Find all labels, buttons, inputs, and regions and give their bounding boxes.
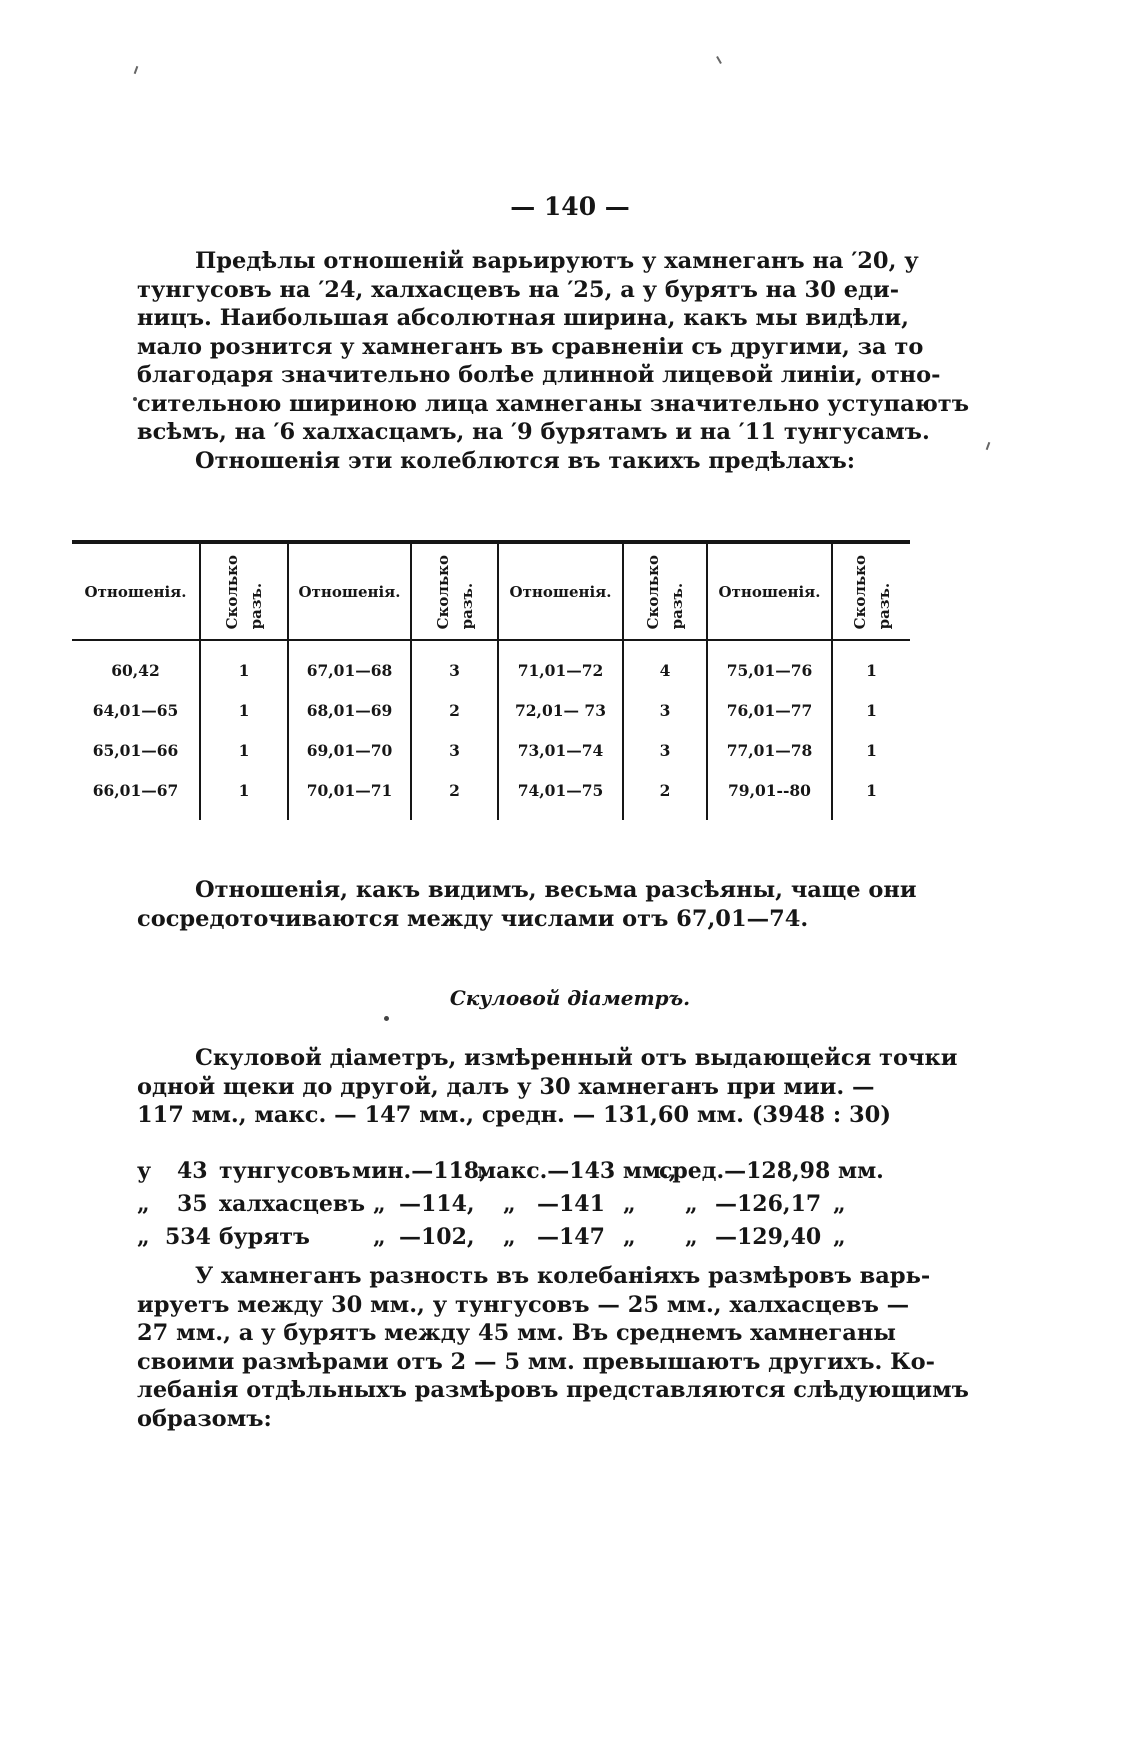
cell-count: 1 [238, 741, 250, 760]
cell-ratio: 72,01— 73 [514, 701, 606, 720]
cell-count: 3 [449, 741, 460, 760]
stats-min: —102, [399, 1224, 475, 1250]
stats-group: тунгусовъ [219, 1158, 351, 1184]
text-line: Отношенія эти колеблются въ такихъ предѣлахъ: [195, 447, 856, 474]
header-ratio: Отношенія. [718, 582, 821, 601]
cell-ratio: 68,01—69 [306, 701, 393, 720]
ditto-mark: „ [373, 1191, 386, 1217]
header-count-line1: Сколько [850, 554, 869, 630]
table-header-rule [72, 639, 910, 641]
cell-count: 2 [659, 781, 671, 800]
text-line: образомъ: [137, 1405, 272, 1432]
stats-min: —114, [399, 1191, 475, 1217]
header-count-line2: разъ. [457, 582, 476, 630]
stats-count: 534 [165, 1224, 211, 1250]
stats-max: —147 [537, 1224, 605, 1250]
cell-count: 1 [866, 661, 877, 680]
ditto-mark: „ [685, 1224, 698, 1250]
ditto-mark: „ [503, 1224, 516, 1250]
stats-max: —141 [537, 1191, 605, 1217]
cell-ratio: 66,01—67 [92, 781, 179, 800]
stats-min: мин.—118, [352, 1158, 487, 1184]
cell-ratio: 75,01—76 [726, 661, 813, 680]
paragraph-ratio-summary [137, 876, 917, 933]
text-line: Предѣлы отношеній варьируютъ у хамнеганъ на ′20, у [195, 248, 919, 274]
stats-avg: —126,17 [715, 1191, 822, 1217]
paragraph-ratio-limits [137, 247, 969, 475]
page-number: — 140 — [510, 192, 630, 221]
stats-row-khalkha [137, 1188, 857, 1220]
stats-prefix: „ [137, 1191, 150, 1217]
cell-count: 1 [238, 701, 250, 720]
header-count [412, 550, 497, 634]
cell-ratio: 73,01—74 [517, 741, 604, 760]
cell-count: 1 [866, 781, 877, 800]
ditto-mark: „ [833, 1224, 846, 1250]
text-line: тунгусовъ на ′24, халхасцевъ на ′25, а у бурятъ на 30 еди- [137, 276, 900, 303]
cell-ratio: 65,01—66 [92, 741, 179, 760]
cell-ratio: 64,01—65 [92, 701, 179, 720]
header-count [201, 550, 287, 634]
stats-count: 35 [177, 1191, 208, 1217]
text-line: Отношенія, какъ видимъ, весьма разсѣяны, чаще они [195, 877, 917, 903]
text-line: своими размѣрами отъ 2 — 5 мм. превышаютъ другихъ. Ко- [137, 1348, 935, 1375]
stats-avg: сред.—128,98 мм. [659, 1158, 884, 1184]
paragraph-zygomatic-diameter [137, 1044, 958, 1130]
text-line: лебанія отдѣльныхъ размѣровъ представляются слѣдующимъ [137, 1377, 969, 1403]
cell-ratio: 74,01—75 [517, 781, 604, 800]
stats-row-buryat [137, 1221, 857, 1253]
cell-ratio: 71,01—72 [517, 661, 604, 680]
stats-avg: —129,40 [715, 1224, 822, 1250]
header-count [833, 550, 910, 634]
cell-count: 1 [866, 741, 877, 760]
cell-count: 3 [659, 701, 671, 720]
cell-count: 1 [238, 781, 250, 800]
cell-ratio: 60,42 [111, 661, 160, 680]
scan-speck [384, 1016, 389, 1021]
text-line: Скуловой діаметръ, измѣренный отъ выдающейся точки [195, 1045, 958, 1071]
cell-count: 1 [866, 701, 877, 720]
cell-count: 2 [449, 701, 460, 720]
cell-count: 2 [449, 781, 460, 800]
text-line: 27 мм., а у бурятъ между 45 мм. Въ среднемъ хамнеганы [137, 1320, 896, 1346]
text-line: мало рознится у хамнеганъ въ сравненіи съ другими, за то [137, 333, 924, 360]
scan-speck [986, 442, 991, 450]
ditto-mark: „ [373, 1224, 386, 1250]
stats-max: макс.—143 мм., [477, 1158, 677, 1184]
cell-ratio: 69,01—70 [306, 741, 393, 760]
cell-count: 1 [238, 661, 250, 680]
ditto-mark: „ [685, 1191, 698, 1217]
text-line: благодаря значительно болѣе длинной лицевой линіи, отно- [137, 362, 941, 388]
header-count-line2: разъ. [668, 582, 686, 630]
text-line: ируетъ между 30 мм., у тунгусовъ — 25 мм., халхасцевъ — [137, 1291, 910, 1318]
scan-speck [716, 56, 722, 64]
header-count-line2: разъ. [247, 582, 265, 630]
cell-ratio: 77,01—78 [726, 741, 813, 760]
ditto-mark: „ [623, 1191, 636, 1217]
header-count-line1: Сколько [223, 554, 241, 630]
scan-speck [134, 66, 139, 74]
text-line: одной щеки до другой, далъ у 30 хамнеганъ при мии. — [137, 1073, 875, 1100]
header-count-line1: Сколько [433, 554, 452, 630]
text-line: 117 мм., макс. — 147 мм., средн. — 131,60 мм. (3948 : 30) [137, 1102, 891, 1128]
cell-ratio: 76,01—77 [726, 701, 813, 720]
ditto-mark: „ [503, 1191, 516, 1217]
text-line: всѣмъ, на ′6 халхасцамъ, на ′9 бурятамъ и на ′11 тунгусамъ. [137, 419, 930, 445]
cell-count: 3 [449, 661, 460, 680]
ditto-mark: „ [833, 1191, 846, 1217]
paragraph-size-variation [137, 1262, 969, 1433]
stats-group: бурятъ [219, 1224, 310, 1250]
scan-speck [133, 397, 137, 401]
stats-count: 43 [177, 1158, 208, 1184]
text-line: У хамнеганъ разность въ колебаніяхъ размѣровъ варь- [195, 1263, 931, 1289]
cell-ratio: 67,01—68 [306, 661, 393, 680]
header-count [624, 550, 706, 634]
ratio-frequency-table [72, 540, 910, 820]
stats-row-tungus [137, 1155, 884, 1187]
ditto-mark: „ [623, 1224, 636, 1250]
cell-ratio: 70,01—71 [306, 781, 393, 800]
text-line: ницъ. Наибольшая абсолютная ширина, какъ мы видѣли, [137, 305, 909, 331]
cell-count: 4 [659, 661, 671, 680]
stats-prefix: „ [137, 1224, 150, 1250]
header-count-line1: Сколько [644, 554, 662, 630]
cell-ratio: 79,01--80 [728, 781, 811, 800]
header-ratio: Отношенія. [298, 582, 401, 601]
header-count-line2: разъ. [874, 582, 893, 630]
cell-count: 3 [659, 741, 671, 760]
stats-prefix: у [137, 1158, 152, 1184]
text-line: сосредоточиваются между числами отъ 67,01—74. [137, 905, 809, 932]
stats-group: халхасцевъ [219, 1191, 366, 1217]
section-heading: Скуловой діаметръ. [449, 986, 691, 1010]
text-line: сительною шириною лица хамнеганы значительно уступаютъ [137, 390, 969, 417]
header-ratio: Отношенія. [509, 582, 612, 601]
header-ratio: Отношенія. [84, 582, 187, 601]
